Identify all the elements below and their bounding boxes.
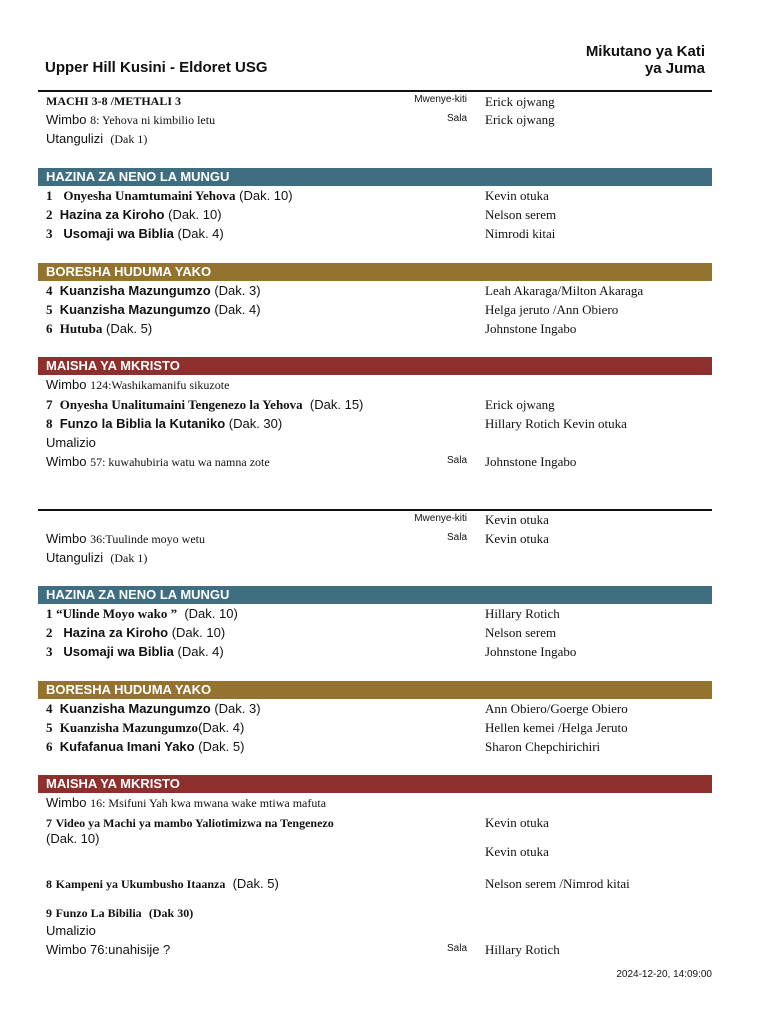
week2-opening-song bbox=[46, 531, 205, 547]
week2-part-2-duration: (Dak. 10) bbox=[171, 625, 226, 640]
week2-part-5-title: Kuanzisha Mazungumzo bbox=[59, 720, 199, 735]
week1-part-8-assignee: Hillary Rotich Kevin otuka bbox=[485, 416, 627, 431]
week1-song2-label: Wimbo bbox=[46, 377, 87, 392]
week2-section-ministry-title: BORESHA HUDUMA YAKO bbox=[46, 682, 212, 697]
week1-part-7-duration: (Dak. 15) bbox=[309, 397, 364, 412]
week1-part-1-duration: (Dak. 10) bbox=[239, 188, 293, 203]
week2-part-3-assignee: Johnstone Ingabo bbox=[485, 644, 577, 659]
week2-chairman-role: Mwenye-kiti bbox=[414, 513, 467, 524]
week1-part-2-num: 2 bbox=[46, 207, 53, 222]
week2-part-2-num: 2 bbox=[46, 625, 53, 640]
week1-prayer: Erick ojwang bbox=[485, 112, 555, 127]
week1-part-1-num: 1 bbox=[46, 188, 53, 203]
week2-part-2-assignee: Nelson serem bbox=[485, 625, 557, 640]
week2-section-treasures-title: HAZINA ZA NENO LA MUNGU bbox=[46, 587, 230, 602]
week2-part-1-num: 1 bbox=[46, 606, 53, 621]
week2-intro-duration: (Dak 1) bbox=[110, 551, 148, 565]
week1-part-3-assignee: Nimrodi kitai bbox=[485, 226, 556, 241]
week2-part-7-title: Video ya Machi ya mambo Yaliotimizwa na Tengenezo bbox=[55, 816, 334, 830]
week1-part-7-assignee: Erick ojwang bbox=[485, 397, 555, 412]
week2-part-2-title: Hazina za Kiroho bbox=[63, 625, 169, 640]
week2-section-treasures bbox=[38, 586, 712, 604]
week2-part-1-duration: (Dak. 10) bbox=[184, 606, 238, 621]
week2-closing: Umalizio bbox=[46, 923, 96, 938]
week2-section-christian-life-title: MAISHA YA MKRISTO bbox=[46, 776, 180, 791]
week1-part-3-title: Usomaji wa Biblia bbox=[63, 226, 174, 241]
week1-song3-label: Wimbo bbox=[46, 454, 87, 469]
week2-part-1-assignee: Hillary Rotich bbox=[485, 606, 560, 621]
week1-closing-song bbox=[46, 454, 270, 470]
week1-section-christian-life-title: MAISHA YA MKRISTO bbox=[46, 358, 180, 373]
week2-part-7 bbox=[46, 815, 334, 846]
week2-part-3-title: Usomaji wa Biblia bbox=[63, 644, 174, 659]
week2-intro bbox=[46, 550, 147, 566]
week1-part-4-title: Kuanzisha Mazungumzo bbox=[59, 283, 211, 298]
week1-section-treasures-title: HAZINA ZA NENO LA MUNGU bbox=[46, 169, 230, 184]
week2-song-text: 36:Tuulinde moyo wetu bbox=[90, 532, 205, 546]
week1-part-2-assignee: Nelson serem bbox=[485, 207, 557, 222]
week2-part-8-num: 8 bbox=[46, 877, 52, 891]
week2-part-8-title: Kampeni ya Ukumbusho Itaanza bbox=[55, 877, 226, 891]
week2-intro-label: Utangulizi bbox=[46, 550, 104, 565]
week2-song2-text: 16: Msifuni Yah kwa mwana wake mtiwa mafuta bbox=[90, 796, 327, 810]
week1-intro-duration: (Dak 1) bbox=[110, 132, 148, 146]
week1-section-ministry-title: BORESHA HUDUMA YAKO bbox=[46, 264, 212, 279]
week2-part-5-assignee: Hellen kemei /Helga Jeruto bbox=[485, 720, 628, 735]
week2-part-7-duration: (Dak. 10) bbox=[46, 831, 100, 846]
week1-date-reading-text: MACHI 3-8 /METHALI 3 bbox=[46, 94, 181, 108]
week2-part-4 bbox=[46, 701, 261, 717]
week2-part-6-duration: (Dak. 5) bbox=[198, 739, 245, 754]
week1-part-7-num: 7 bbox=[46, 397, 53, 412]
week1-part-3-duration: (Dak. 4) bbox=[177, 226, 224, 241]
week1-part-1-title: Onyesha Unamtumaini Yehova bbox=[63, 188, 236, 203]
week1-part-4 bbox=[46, 283, 261, 299]
week1-part-3-num: 3 bbox=[46, 226, 53, 241]
week2-part-2 bbox=[46, 625, 225, 641]
week2-part-3 bbox=[46, 644, 224, 660]
week1-section-treasures bbox=[38, 168, 712, 186]
week2-part-1-title: “Ulinde Moyo wako ” bbox=[56, 606, 178, 621]
week2-section-ministry bbox=[38, 681, 712, 699]
week2-part-5-duration: (Dak. 4) bbox=[198, 720, 245, 735]
week2-part-8 bbox=[46, 876, 279, 892]
week1-part-6 bbox=[46, 321, 152, 337]
week2-part-6-title: Kufafanua Imani Yako bbox=[59, 739, 195, 754]
week1-part-5 bbox=[46, 302, 261, 318]
week2-closing-song: Wimbo 76:unahisije ? bbox=[46, 942, 171, 957]
week1-part-3 bbox=[46, 226, 224, 242]
week2-song2-label: Wimbo bbox=[46, 795, 87, 810]
header-divider bbox=[38, 90, 712, 92]
week2-closing-prayer-role: Sala bbox=[446, 943, 467, 954]
week1-part-1 bbox=[46, 188, 293, 204]
week1-chairman: Erick ojwang bbox=[485, 94, 555, 109]
week1-part-8 bbox=[46, 416, 282, 432]
document-title-line1: Mikutano ya Kati bbox=[585, 43, 705, 60]
week2-part-4-num: 4 bbox=[46, 701, 53, 716]
week2-section-christian-life bbox=[38, 775, 712, 793]
week1-song-text: 8: Yehova ni kimbilio letu bbox=[90, 113, 216, 127]
week2-part-3-num: 3 bbox=[46, 644, 53, 659]
week1-part-4-assignee: Leah Akaraga/Milton Akaraga bbox=[485, 283, 644, 298]
week2-divider bbox=[38, 509, 712, 511]
week1-part-8-title: Funzo la Biblia la Kutaniko bbox=[59, 416, 226, 431]
week2-closing-prayer: Hillary Rotich bbox=[485, 942, 560, 957]
week2-part-4-duration: (Dak. 3) bbox=[214, 701, 261, 716]
week2-part-5 bbox=[46, 720, 244, 736]
document-title bbox=[586, 43, 705, 77]
week1-song-label: Wimbo bbox=[46, 112, 87, 127]
week2-part-9-num: 9 bbox=[46, 906, 52, 920]
week1-part-6-assignee: Johnstone Ingabo bbox=[485, 321, 577, 336]
week1-closing: Umalizio bbox=[46, 435, 96, 450]
week2-part-6-num: 6 bbox=[46, 739, 53, 754]
week1-part-5-assignee: Helga jeruto /Ann Obiero bbox=[485, 302, 619, 317]
week1-section-ministry bbox=[38, 263, 712, 281]
week1-part-4-num: 4 bbox=[46, 283, 53, 298]
week2-part-3-duration: (Dak. 4) bbox=[177, 644, 224, 659]
week2-prayer-role: Sala bbox=[446, 532, 467, 543]
week2-part-8-duration: (Dak. 5) bbox=[232, 876, 279, 891]
week1-part-5-duration: (Dak. 4) bbox=[214, 302, 261, 317]
congregation-name: Upper Hill Kusini - Eldoret USG bbox=[45, 59, 268, 76]
week2-part-9 bbox=[46, 905, 193, 921]
week1-part-7 bbox=[46, 397, 363, 413]
week2-part-7-assignee-2: Kevin otuka bbox=[485, 844, 549, 859]
week2-part-4-title: Kuanzisha Mazungumzo bbox=[59, 701, 211, 716]
week1-closing-prayer-role: Sala bbox=[446, 455, 467, 466]
week1-part-6-num: 6 bbox=[46, 321, 53, 336]
week1-prayer-role: Sala bbox=[446, 113, 467, 124]
week1-part-5-title: Kuanzisha Mazungumzo bbox=[59, 302, 211, 317]
week1-song2-text: 124:Washikamanifu sikuzote bbox=[90, 378, 230, 392]
week1-closing-prayer: Johnstone Ingabo bbox=[485, 454, 577, 469]
week1-part-5-num: 5 bbox=[46, 302, 53, 317]
document-title-line2: ya Juma bbox=[644, 60, 705, 77]
week2-part-1 bbox=[46, 606, 238, 622]
week1-part-2-duration: (Dak. 10) bbox=[168, 207, 222, 222]
week2-part-7-num: 7 bbox=[46, 816, 52, 830]
print-timestamp: 2024-12-20, 14:09:00 bbox=[616, 969, 712, 980]
week1-section-christian-life bbox=[38, 357, 712, 375]
week1-part-1-assignee: Kevin otuka bbox=[485, 188, 549, 203]
week2-prayer: Kevin otuka bbox=[485, 531, 549, 546]
week2-part-7-assignee: Kevin otuka bbox=[485, 815, 549, 830]
week2-part-6 bbox=[46, 739, 244, 755]
week1-date-reading bbox=[46, 94, 181, 109]
week1-intro bbox=[46, 131, 147, 147]
week1-part-6-title: Hutuba bbox=[59, 321, 103, 336]
week1-part-4-duration: (Dak. 3) bbox=[214, 283, 261, 298]
week2-middle-song bbox=[46, 795, 326, 811]
week1-part-7-title: Onyesha Unalitumaini Tengenezo la Yehova bbox=[59, 397, 303, 412]
week2-part-5-num: 5 bbox=[46, 720, 53, 735]
week1-opening-song bbox=[46, 112, 215, 128]
week1-part-8-duration: (Dak. 30) bbox=[228, 416, 283, 431]
week1-intro-label: Utangulizi bbox=[46, 131, 104, 146]
week2-part-9-duration: (Dak 30) bbox=[148, 906, 194, 920]
week1-song3-text: 57: kuwahubiria watu wa namna zote bbox=[90, 455, 270, 469]
week2-part-6-assignee: Sharon Chepchirichiri bbox=[485, 739, 601, 754]
week1-part-6-duration: (Dak. 5) bbox=[106, 321, 153, 336]
week1-part-8-num: 8 bbox=[46, 416, 53, 431]
week1-chairman-role: Mwenye-kiti bbox=[414, 94, 467, 105]
week2-part-4-assignee: Ann Obiero/Goerge Obiero bbox=[485, 701, 628, 716]
week1-part-2 bbox=[46, 207, 222, 223]
week2-chairman: Kevin otuka bbox=[485, 512, 549, 527]
week1-middle-song bbox=[46, 377, 229, 393]
week2-part-9-title: Funzo La Bibilia bbox=[55, 906, 142, 920]
week1-part-2-title: Hazina za Kiroho bbox=[59, 207, 165, 222]
week2-song-label: Wimbo bbox=[46, 531, 87, 546]
week2-part-8-assignee: Nelson serem /Nimrod kitai bbox=[485, 876, 630, 891]
